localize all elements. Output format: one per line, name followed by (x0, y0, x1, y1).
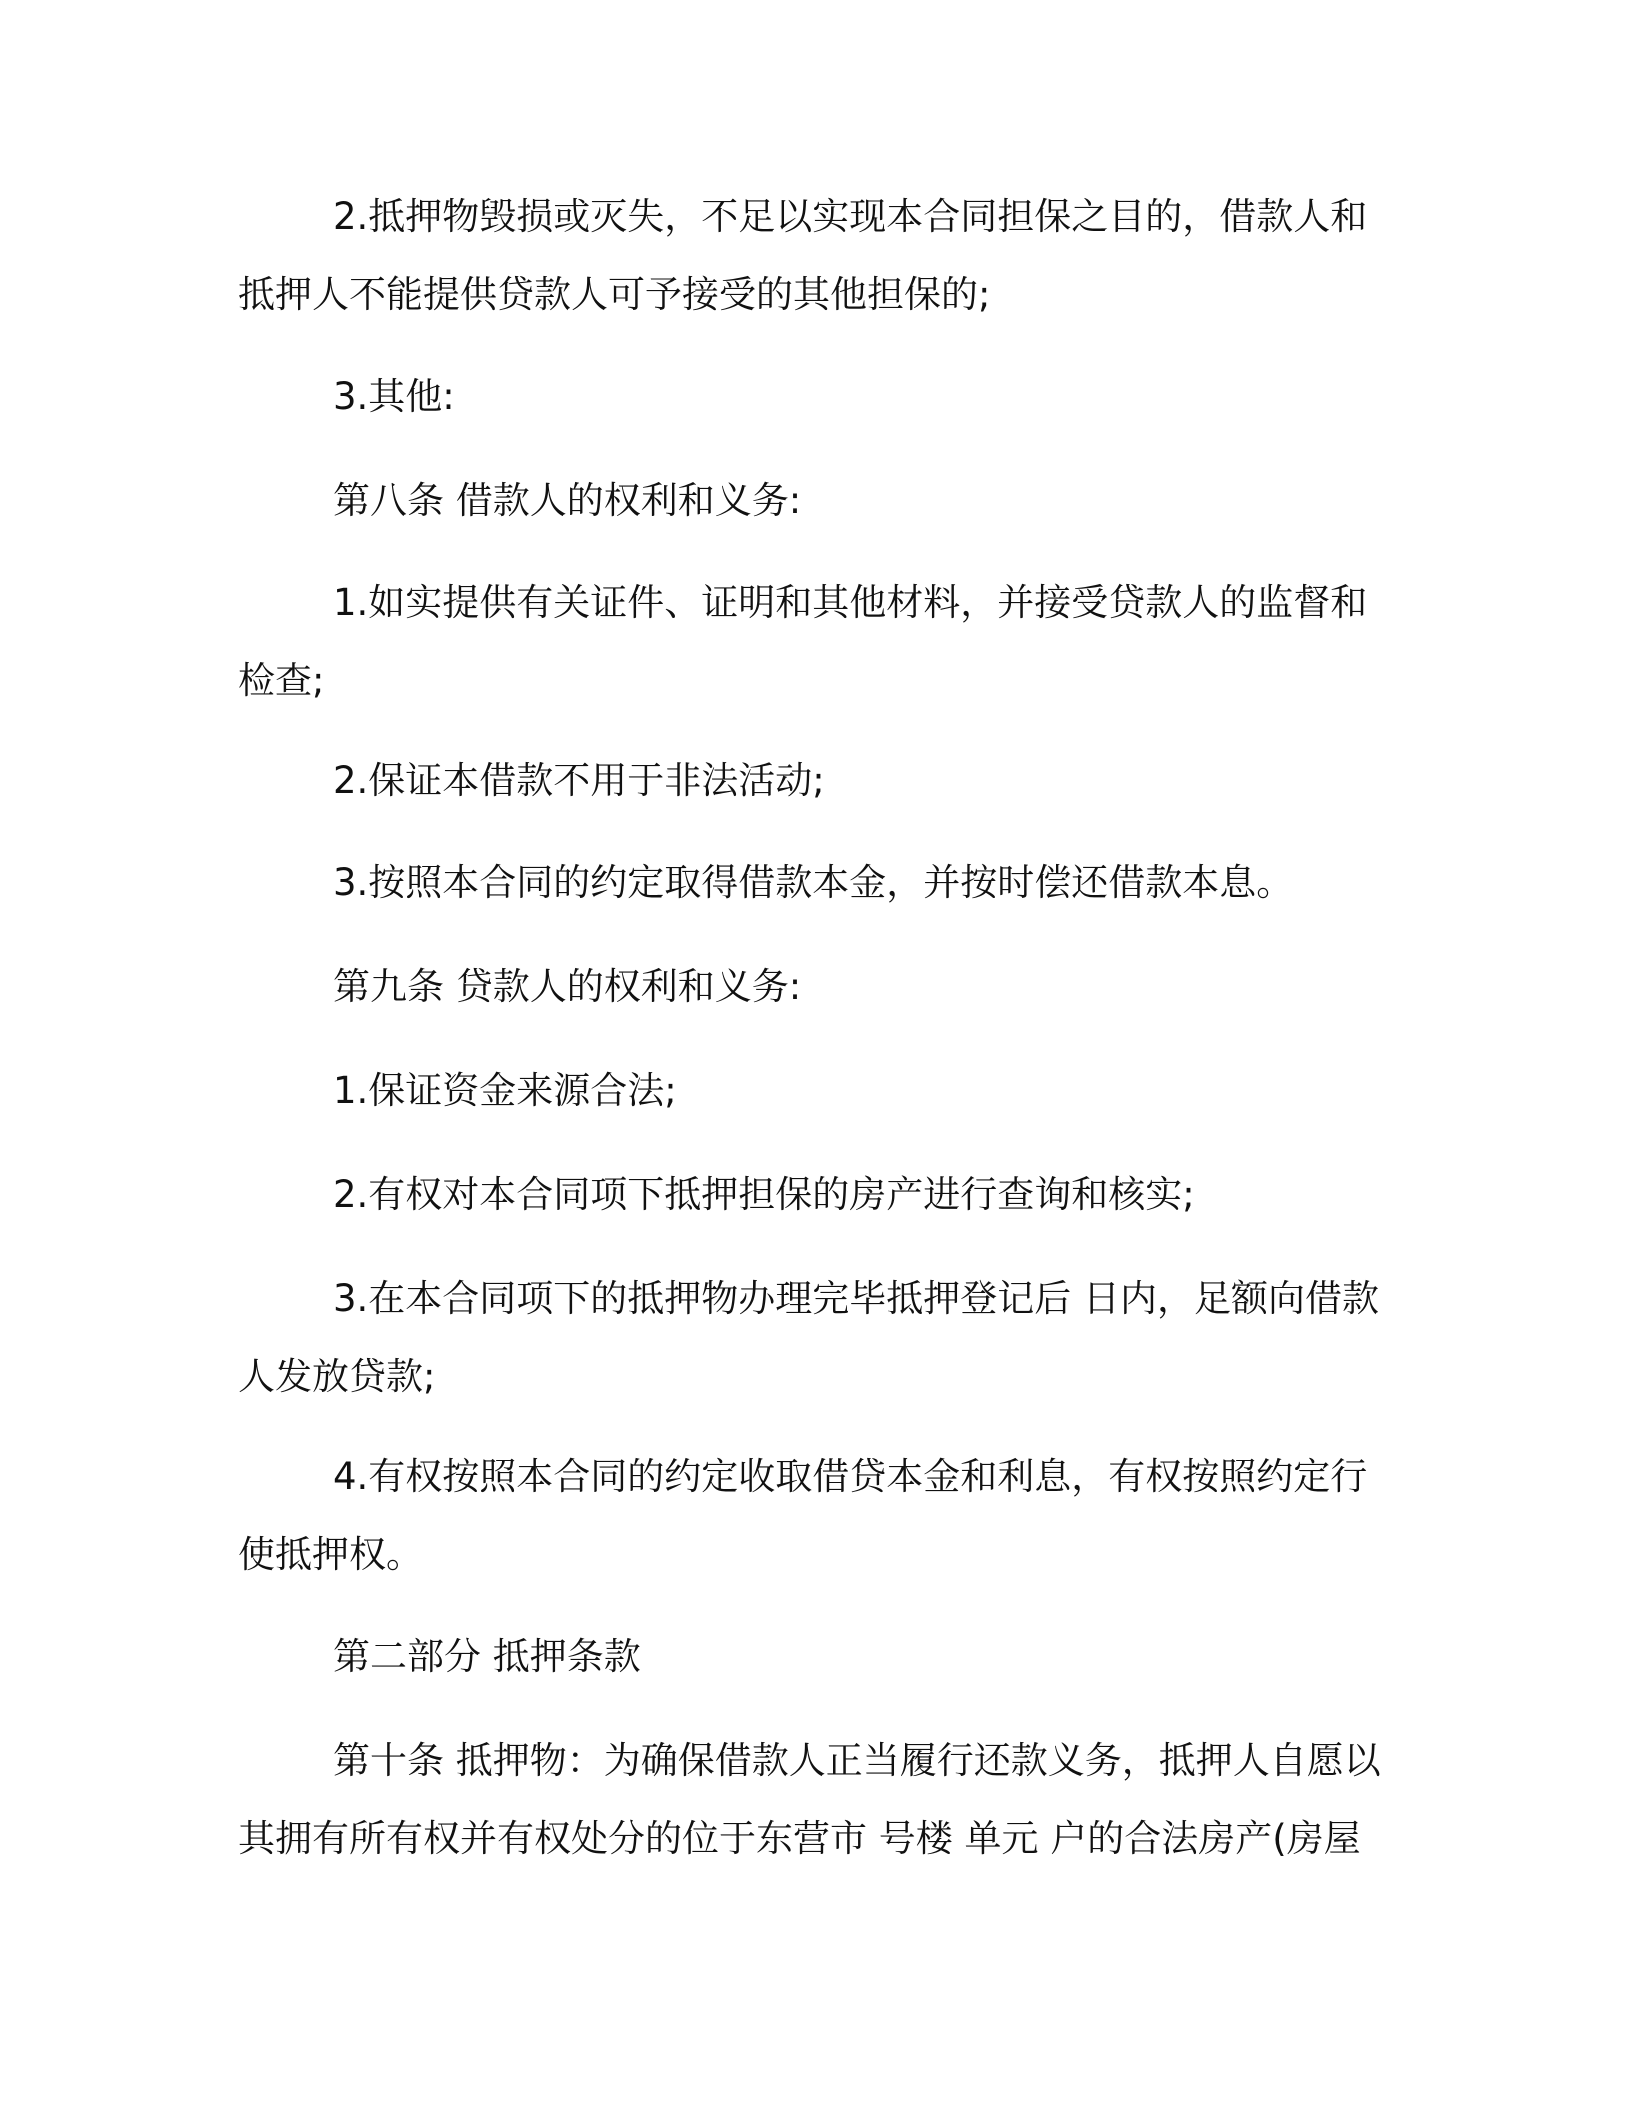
paragraph-article-8-item-2: 2.保证本借款不用于非法活动; (333, 759, 825, 802)
paragraph-article-8-item-1: 1.如实提供有关证件、证明和其他材料，并接受贷款人的监督和检查; (238, 581, 1368, 702)
paragraph-collateral-loss: 2.抵押物毁损或灭失，不足以实现本合同担保之目的，借款人和抵押人不能提供贷款人可予接受的其他担保的; (238, 195, 1368, 316)
paragraph-article-10: 第十条 抵押物：为确保借款人正当履行还款义务，抵押人自愿以其拥有所有权并有权处分的位于东营市 号楼 单元 户的合法房产(房屋 (238, 1739, 1381, 1860)
heading-article-9: 第九条 贷款人的权利和义务: (333, 965, 802, 1008)
paragraph-article-9-item-3: 3.在本合同项下的抵押物办理完毕抵押登记后 日内，足额向借款人发放贷款; (238, 1277, 1380, 1398)
heading-article-8: 第八条 借款人的权利和义务: (333, 479, 802, 522)
paragraph-article-9-item-4: 4.有权按照本合同的约定收取借贷本金和利息，有权按照约定行使抵押权。 (238, 1455, 1368, 1576)
paragraph-article-9-item-1: 1.保证资金来源合法; (333, 1069, 677, 1112)
paragraph-article-8-item-3: 3.按照本合同的约定取得借款本金，并按时偿还借款本息。 (333, 861, 1294, 904)
heading-part-2: 第二部分 抵押条款 (333, 1635, 641, 1678)
paragraph-other: 3.其他: (333, 375, 455, 418)
paragraph-article-9-item-2: 2.有权对本合同项下抵押担保的房产进行查询和核实; (333, 1173, 1195, 1216)
